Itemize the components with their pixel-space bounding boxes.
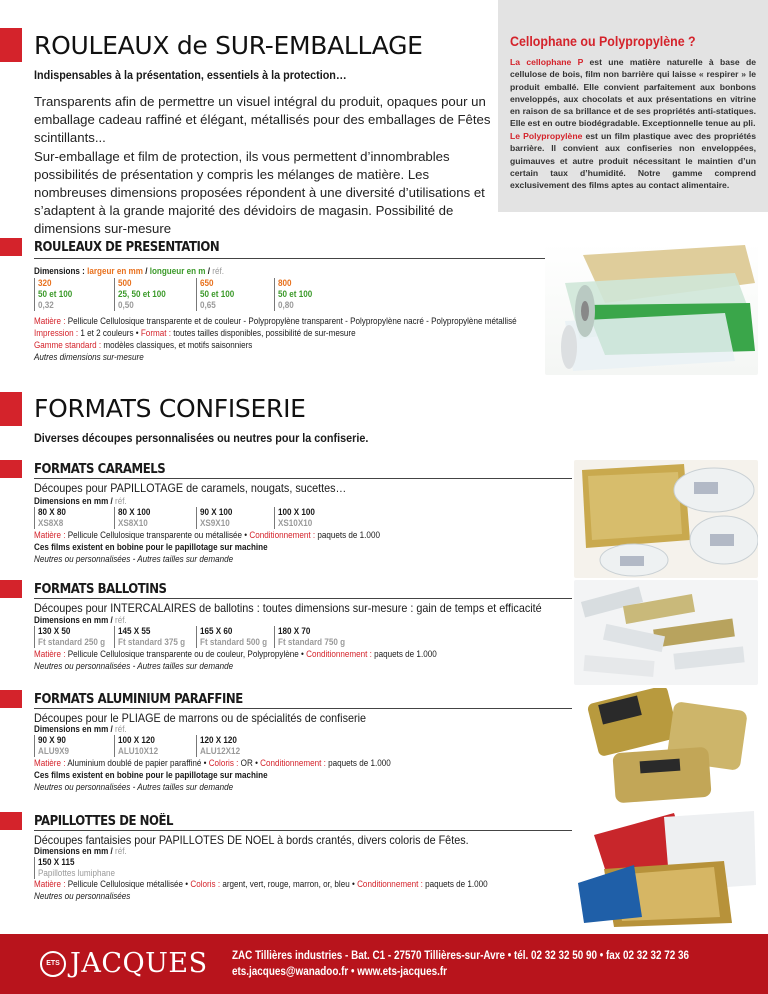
presentation-gamme (34, 340, 252, 351)
section-accent-bar (0, 580, 22, 598)
dim-width: 500 (118, 278, 132, 288)
dim-size: 120 X 120 (200, 735, 237, 745)
dims-longueur: longueur en m (149, 266, 206, 276)
value: paquets de 1.000 (425, 879, 488, 889)
dims-label: Dimensions en mm / (34, 846, 116, 856)
label: Matière : (34, 649, 68, 659)
dim-column (274, 507, 319, 529)
dim-column (34, 278, 76, 311)
dims-ref: réf. (115, 615, 127, 625)
value: Pellicule Cellulosique transparente et de couleur - Polypropylène transparent - Polypropylène nacré - Polypropylène métallisé (67, 316, 517, 326)
dim-ref: XS8X10 (118, 518, 148, 528)
page-subtitle: Indispensables à la présentation, essentiels à la protection… (34, 68, 347, 82)
presentation-matiere (34, 316, 517, 327)
dim-size: 90 X 90 (38, 735, 66, 745)
caramels-note: Neutres ou personnalisées - Autres tailles sur demande (34, 554, 234, 564)
dims-sep: / (205, 266, 213, 276)
dim-column (114, 507, 154, 529)
dim-column (34, 857, 124, 879)
section-accent-bar (0, 238, 22, 256)
dim-ref: ALU9X9 (38, 746, 70, 756)
papillottes-matiere (34, 879, 488, 890)
dims-label: Dimensions : (34, 266, 88, 276)
footer-bar (0, 934, 768, 994)
value: toutes tailles disponibles, possibilité de sur-mesure (173, 328, 356, 338)
value: Pellicule Cellulosique métallisée • (67, 879, 191, 889)
section-divider (34, 830, 572, 831)
dim-column (34, 626, 113, 648)
aluminium-photo (574, 688, 758, 806)
sidebar-p1-lead: La cellophane P (510, 57, 584, 67)
papillottes-note: Neutres ou personnalisées (34, 891, 131, 901)
section-accent-bar (0, 690, 22, 708)
dim-column (34, 507, 69, 529)
label: Conditionnement : (249, 530, 318, 540)
section-heading-presentation: ROULEAUX DE PRESENTATION (34, 240, 220, 255)
dim-size: 150 X 115 (38, 857, 75, 867)
label: Gamme standard : (34, 340, 104, 350)
label: Impression : (34, 328, 81, 338)
section-heading-caramels: FORMATS CARAMELS (34, 462, 166, 477)
dim-ref: ALU10X12 (118, 746, 159, 756)
caramels-bold-note: Ces films existent en bobine pour le papillotage sur machine (34, 542, 268, 552)
value: paquets de 1.000 (328, 758, 391, 768)
aluminium-note: Neutres ou personnalisées - Autres tailles sur demande (34, 782, 234, 792)
dim-column (196, 735, 245, 757)
section-heading-ballotins: FORMATS BALLOTINS (34, 582, 167, 597)
dim-width: 320 (38, 278, 52, 288)
sidebar-paragraph-polypropylene (510, 130, 756, 191)
dim-ref: XS8X8 (38, 518, 64, 528)
dims-legend (34, 266, 224, 277)
dims-legend (34, 724, 127, 735)
caramels-photo (574, 460, 758, 578)
aluminium-lead: Découpes pour le PLIAGE de marrons ou de spécialités de confiserie (34, 711, 366, 725)
dim-column (114, 735, 163, 757)
label: Coloris : (208, 758, 241, 768)
dim-ref: Ft standard 500 g (200, 637, 268, 647)
label: Conditionnement : (357, 879, 426, 889)
dim-ref: Ft standard 375 g (118, 637, 186, 647)
dim-length: 50 et 100 (278, 289, 313, 299)
caramels-matiere (34, 530, 380, 541)
logo-badge: ETS (40, 951, 66, 977)
dims-ref: réf. (115, 724, 127, 734)
dims-legend (34, 496, 127, 507)
section-divider (34, 708, 572, 709)
label: Matière : (34, 530, 68, 540)
dim-size: 145 X 55 (118, 626, 151, 636)
dim-column (34, 735, 73, 757)
dim-ref: Ft standard 250 g (38, 637, 106, 647)
dims-ref: réf. (212, 266, 224, 276)
footer-contact: ets.jacques@wanadoo.fr • www.ets-jacques.fr (232, 966, 447, 978)
sidebar-title: Cellophane ou Polypropylène ? (510, 34, 696, 49)
section-divider (34, 478, 572, 479)
label: Matière : (34, 316, 68, 326)
dim-ref: 0,50 (118, 300, 134, 310)
footer-address: ZAC Tillières industries - Bat. C1 - 27570 Tillières-sur-Avre • tél. 02 32 32 50 90 • fax 02 32 32 72 36 (232, 950, 689, 962)
rolls-photo (545, 243, 758, 375)
section-divider (34, 598, 572, 599)
ballotins-matiere (34, 649, 437, 660)
dim-width: 650 (200, 278, 214, 288)
sidebar-p2-text: est un film plastique avec des propriétés barrière. Il convient aux confiseries non enveloppées, guimauves et autre produit nécessitant le maintien d’un certain taux d’humidité. Notre gamme comprend exclusivement des films aptes au contact alimentaire. (510, 131, 756, 191)
value: modèles classiques, et motifs saisonniers (103, 340, 253, 350)
ballotins-lead: Découpes pour INTERCALAIRES de ballotins : toutes dimensions sur-mesure : gain de temps et efficacité (34, 601, 542, 615)
dim-ref: XS9X10 (200, 518, 230, 528)
page-title: ROULEAUX de SUR-EMBALLAGE (34, 31, 423, 60)
sidebar-p1-text: est une matière naturelle à base de cellulose de bois, film non barrière qui laisse « respirer » le produit emballé. Elle convient parfaitement aux bonbons enveloppés, aux chocolats et aux présentations en vitrine en raison de sa brillance et de ses propriétés anti-statiques. Elle est en outre biodégradable. Exceptionnelle tenue au pli. (510, 57, 756, 129)
dims-label: Dimensions en mm / (34, 496, 116, 506)
sidebar-box (498, 0, 768, 212)
sidebar-p2-lead: Le Polypropylène (510, 131, 583, 141)
sidebar-paragraph-cellophane (510, 56, 756, 130)
dim-size: 165 X 60 (200, 626, 233, 636)
section-heading-papillottes: PAPILLOTTES DE NOËL (34, 814, 174, 829)
dim-size: 90 X 100 (200, 507, 233, 517)
caramels-lead: Découpes pour PAPILLOTAGE de caramels, nougats, sucettes… (34, 481, 347, 495)
logo-text: JACQUES (70, 948, 208, 979)
dim-ref: ALU12X12 (200, 746, 241, 756)
dim-length: 25, 50 et 100 (118, 289, 166, 299)
label: Conditionnement : (260, 758, 329, 768)
title-accent-bar (0, 28, 22, 62)
dims-largeur: largeur en mm (87, 266, 143, 276)
dim-size: 80 X 100 (118, 507, 151, 517)
presentation-impression (34, 328, 356, 339)
dim-length: 50 et 100 (200, 289, 235, 299)
label: Format : (140, 328, 174, 338)
value: argent, vert, rouge, marron, or, bleu • (222, 879, 358, 889)
value: OR • (240, 758, 261, 768)
aluminium-bold-note: Ces films existent en bobine pour le papillotage sur machine (34, 770, 268, 780)
dim-column (274, 278, 316, 311)
dim-column (114, 278, 171, 311)
value: Aluminium doublé de papier paraffiné • (67, 758, 209, 768)
section-divider (34, 258, 546, 259)
value: Pellicule Cellulosique transparente ou métallisée • (67, 530, 250, 540)
value: Pellicule Cellulosique transparente ou de couleur, Polypropylène • (67, 649, 307, 659)
dim-column (196, 278, 238, 311)
label: Coloris : (190, 879, 223, 889)
value: 1 et 2 couleurs • (80, 328, 141, 338)
papillottes-lead: Découpes fantaisies pour PAPILLOTES DE NOEL à bords crantés, divers coloris de Fêtes. (34, 833, 469, 847)
dim-size: 130 X 50 (38, 626, 71, 636)
dim-ref: Ft standard 750 g (278, 637, 346, 647)
label: Matière : (34, 758, 68, 768)
label: Matière : (34, 879, 68, 889)
value: paquets de 1.000 (374, 649, 437, 659)
dim-size: 180 X 70 (278, 626, 311, 636)
presentation-autres: Autres dimensions sur-mesure (34, 352, 144, 362)
dim-ref: XS10X10 (278, 518, 313, 528)
dims-sep: / (142, 266, 150, 276)
aluminium-matiere (34, 758, 391, 769)
dim-column (196, 626, 275, 648)
confiserie-title: FORMATS CONFISERIE (34, 394, 306, 423)
section-accent-bar (0, 460, 22, 478)
dim-size: 80 X 80 (38, 507, 66, 517)
dims-legend (34, 615, 127, 626)
dim-length: 50 et 100 (38, 289, 73, 299)
section-heading-aluminium: FORMATS ALUMINIUM PARAFFINE (34, 692, 243, 707)
dim-column (196, 507, 236, 529)
dims-legend (34, 846, 127, 857)
dim-ref: 0,80 (278, 300, 294, 310)
dim-size: 100 X 120 (118, 735, 155, 745)
ballotins-note: Neutres ou personnalisées - Autres tailles sur demande (34, 661, 234, 671)
dim-ref: 0,32 (38, 300, 54, 310)
value: paquets de 1.000 (317, 530, 380, 540)
papillottes-photo (574, 805, 758, 927)
dims-ref: réf. (115, 496, 127, 506)
dims-label: Dimensions en mm / (34, 615, 116, 625)
label: Conditionnement : (306, 649, 375, 659)
confiserie-subtitle: Diverses découpes personnalisées ou neutres pour la confiserie. (34, 431, 369, 445)
dims-ref: réf. (115, 846, 127, 856)
section-accent-bar (0, 812, 22, 830)
dims-label: Dimensions en mm / (34, 724, 116, 734)
dim-column (274, 626, 353, 648)
ballotins-photo (574, 580, 758, 685)
title-accent-bar (0, 392, 22, 426)
dim-column (114, 626, 193, 648)
dim-width: 800 (278, 278, 292, 288)
dim-ref: 0,65 (200, 300, 216, 310)
intro-paragraph: Transparents afin de permettre un visuel intégral du produit, opaques pour un emballage cadeau raffiné et élégant, métallisés pour des emballages de Fêtes scintillants... Sur-emballage et film de protection, ils vous permettent d’innombrables possibilités de présentation y compris les mélanges de matière. Les nombreuses dimensions proposées répondent à une diversité d’utilisations et s’adaptent à la grande majorité des dévidoirs de magasin. Possibilité de dimensions sur-mesure (34, 94, 491, 237)
dim-ref: Papillottes lumiphane (38, 868, 116, 878)
dim-size: 100 X 100 (278, 507, 315, 517)
